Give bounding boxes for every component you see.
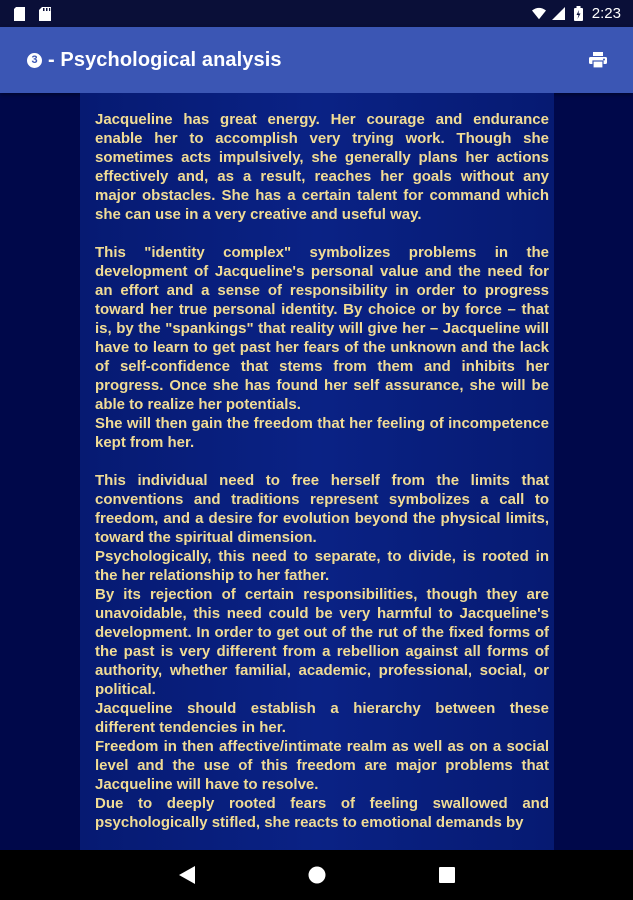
app-bar — [0, 27, 633, 93]
clock: 2:23 — [591, 5, 621, 22]
sim-card-icon — [12, 7, 26, 21]
print-button[interactable] — [589, 51, 607, 69]
text-line: Freedom in then affective/intimate realm as well as on a social level and the use of this freedom are major problems that Jacqueline will have to resolve. — [95, 738, 549, 793]
recents-button[interactable] — [382, 850, 512, 900]
back-icon — [179, 866, 195, 884]
text-line: This "identity complex" symbolizes problems in the development of Jacqueline's personal value and the need for an effort and a sense of responsibility in order to progress toward her true personal identity. By choice or by force – that is, by the "spankings" that reality will give her – Jacqueline will have to learn to get past her fears of the unknown and the lack of self-confidence that stems from them and inhibits her progress. Once she has found her self assurance, she will be able to realize her potentials. — [95, 244, 549, 413]
text-line: Due to deeply rooted fears of feeling swallowed and psychologically stifled, she reacts to emotional demands by — [95, 795, 549, 831]
text-line: By its rejection of certain responsibilities, though they are unavoidable, this need could be very harmful to Jacqueline's development. In order to get out of the rut of the fixed forms of the past is very different from a rebellion against all forms of authority, whether familial, academic, professional, social, or political. — [95, 586, 549, 698]
signal-icon — [552, 7, 566, 21]
paragraph — [95, 471, 549, 832]
text-line: Jacqueline has great energy. Her courage and endurance enable her to accomplish very trying work. Though she sometimes acts impulsively, she generally plans her actions effectively and, as a result, reaches her goals without any major obstacles. She has a certain talent for command which she can use in a very creative and useful way. — [95, 111, 549, 223]
home-button[interactable] — [252, 850, 382, 900]
sd-card-icon — [38, 7, 52, 21]
text-line: This individual need to free herself from the limits that conventions and traditions represent symbolizes a call to freedom, and a desire for evolution beyond the physical limits, toward the spiritual dimension. — [95, 472, 549, 546]
paragraph — [95, 110, 549, 224]
text-line: Psychologically, this need to separate, to divide, is rooted in the her relationship to her father. — [95, 548, 549, 584]
status-bar — [0, 0, 633, 27]
wifi-icon — [532, 7, 546, 21]
analysis-scroll-area[interactable] — [0, 93, 633, 850]
page-title: - Psychological analysis — [48, 48, 282, 71]
paragraph — [95, 243, 549, 452]
text-line: She will then gain the freedom that her feeling of incompetence kept from her. — [95, 415, 549, 451]
text-line: Jacqueline should establish a hierarchy between these different tendencies in her. — [95, 700, 549, 736]
battery-icon — [572, 7, 586, 21]
back-button[interactable] — [122, 850, 252, 900]
recents-icon — [439, 867, 455, 883]
analysis-text — [95, 110, 549, 850]
navigation-bar — [0, 850, 633, 900]
print-icon — [589, 52, 607, 68]
home-icon — [308, 866, 326, 884]
section-number-badge: 3 — [27, 53, 42, 68]
